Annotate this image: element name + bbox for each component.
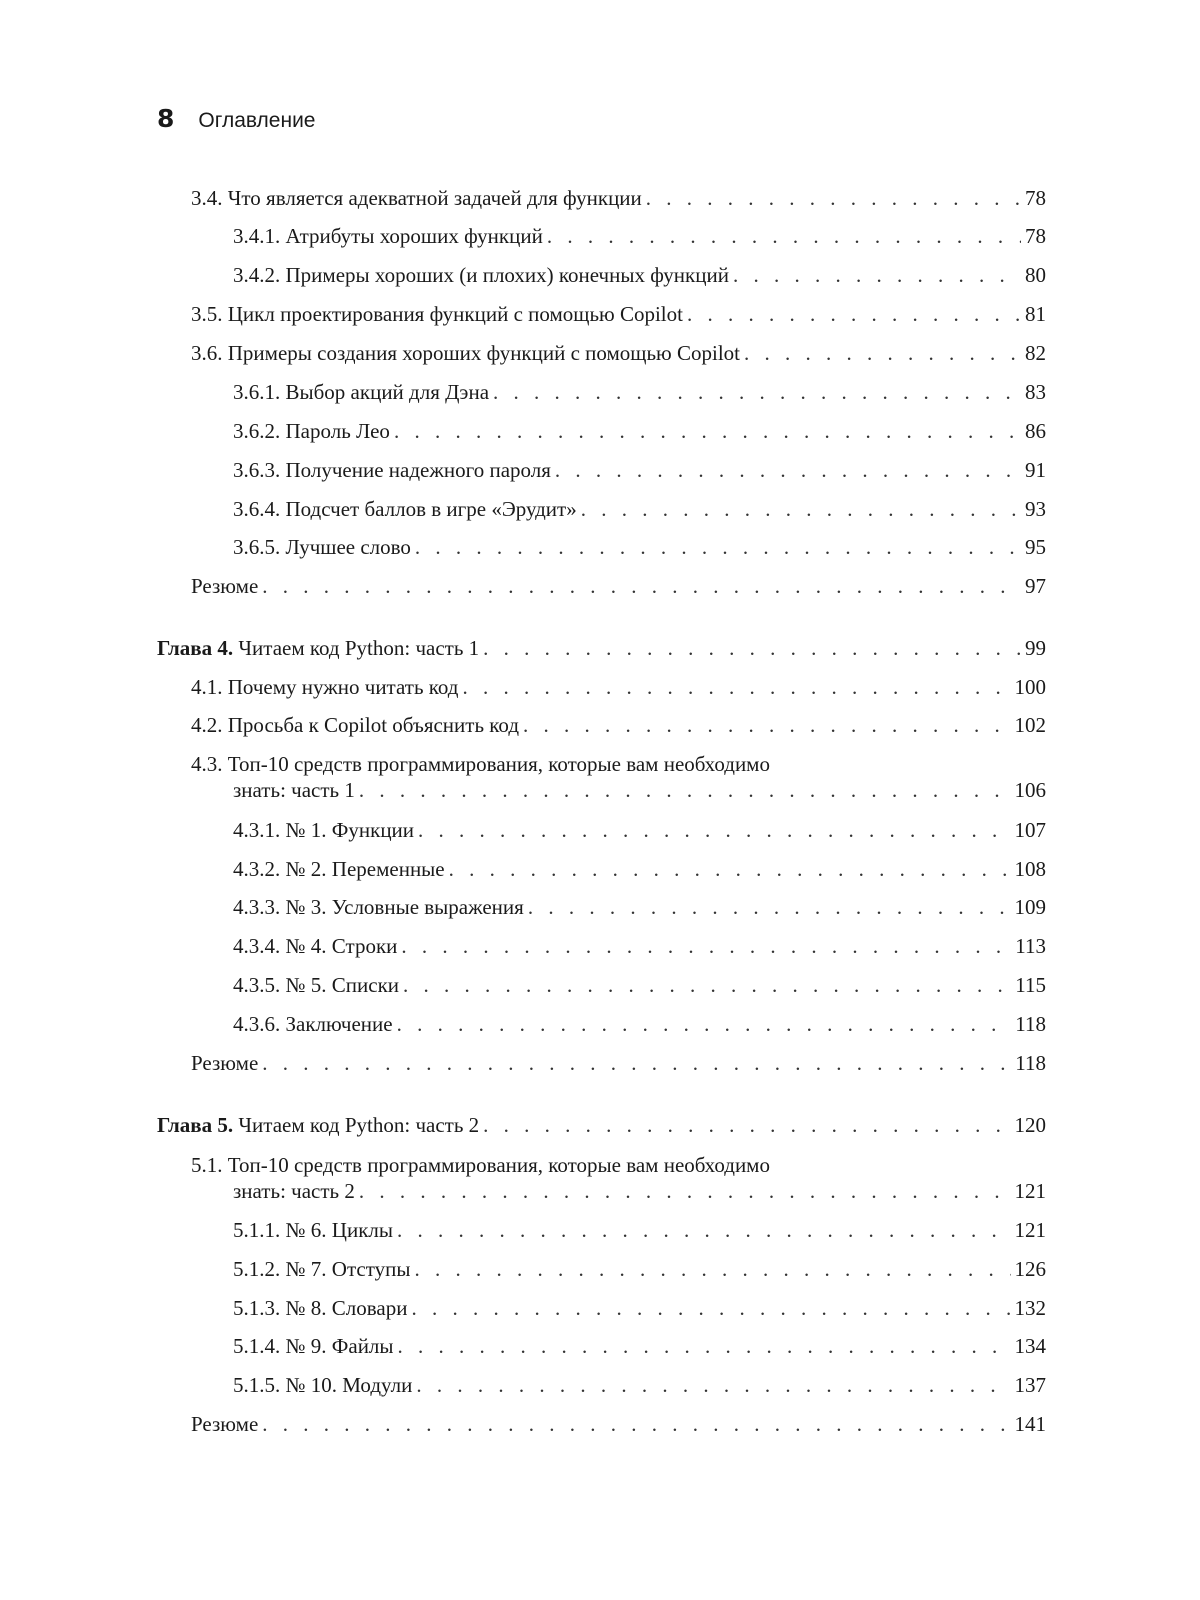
toc-entry-page: 106 [1014, 778, 1046, 802]
dot-leader [581, 493, 1021, 525]
toc-entry-page: 80 [1025, 263, 1046, 287]
toc-entry[interactable] [191, 570, 1046, 602]
dot-leader [414, 1253, 1010, 1285]
toc-entry[interactable] [233, 493, 1046, 525]
chapter-title: Читаем код Python: часть 1 [238, 636, 480, 660]
toc-entry-page: 78 [1025, 186, 1046, 210]
toc-entry-page: 91 [1025, 458, 1046, 482]
toc-entry[interactable] [233, 1369, 1046, 1401]
toc-entry[interactable] [233, 774, 1046, 806]
dot-leader [744, 337, 1021, 369]
toc-entry[interactable] [191, 709, 1046, 741]
toc-entry-title: 4.1. Почему нужно читать код [191, 675, 459, 699]
toc-entry[interactable] [233, 1008, 1046, 1040]
toc-entry-page: 78 [1025, 224, 1046, 248]
toc-entry-title: 3.6.4. Подсчет баллов в игре «Эрудит» [233, 497, 577, 521]
toc-entry-title: Резюме [191, 574, 259, 598]
toc-entry-title: 3.4.1. Атрибуты хороших функций [233, 224, 543, 248]
dot-leader [397, 1214, 1011, 1246]
toc-entry-page: 107 [1014, 818, 1046, 842]
toc-entry-page: 113 [1015, 934, 1046, 958]
dot-leader [483, 632, 1021, 664]
toc-entry[interactable] [233, 1292, 1046, 1324]
toc-entry-title: 4.3.6. Заключение [233, 1012, 393, 1036]
toc-entry-title: 3.6. Примеры создания хороших функций с помощью Copilot [191, 341, 740, 365]
toc-entry[interactable] [233, 259, 1046, 291]
dot-leader [733, 259, 1021, 291]
dot-leader [262, 570, 1021, 602]
toc-entry[interactable] [233, 531, 1046, 563]
toc-entry-title: 4.3.1. № 1. Функции [233, 818, 415, 842]
toc-entry-title: 5.1.1. № 6. Циклы [233, 1218, 393, 1242]
toc-entry[interactable] [233, 1214, 1046, 1246]
toc-entry-first-line[interactable]: 5.1. Топ-10 средств программирования, которые вам необходимо [191, 1153, 770, 1177]
toc-entry-title: Резюме [191, 1412, 259, 1436]
toc-entry-title: 3.5. Цикл проектирования функций с помощью Copilot [191, 302, 683, 326]
toc-entry-page: 100 [1014, 675, 1046, 699]
toc-entry-page: 83 [1025, 380, 1046, 404]
toc-entry-page: 86 [1025, 419, 1046, 443]
dot-leader [687, 298, 1021, 330]
toc-entry-title: 5.1.2. № 7. Отступы [233, 1257, 411, 1281]
toc-entry-title: 5.1.5. № 10. Модули [233, 1373, 413, 1397]
dot-leader [462, 671, 1010, 703]
toc-entry-page: 137 [1014, 1373, 1046, 1397]
toc-entry-page: 102 [1014, 713, 1046, 737]
dot-leader [483, 1109, 1010, 1141]
chapter-title: Читаем код Python: часть 2 [238, 1113, 480, 1137]
toc-entry-title: знать: часть 1 [233, 778, 355, 802]
toc-entry-page: 141 [1014, 1412, 1046, 1436]
toc-entry[interactable] [233, 220, 1046, 252]
toc-entry-page: 109 [1014, 895, 1046, 919]
toc-entry-title: 3.4.2. Примеры хороших (и плохих) конечных функций [233, 263, 729, 287]
toc-chapter-entry[interactable] [157, 632, 1046, 664]
dot-leader [394, 415, 1021, 447]
toc-entry-title: 5.1.4. № 9. Файлы [233, 1334, 394, 1358]
dot-leader [411, 1292, 1010, 1324]
toc-entry[interactable] [233, 415, 1046, 447]
toc-entry-page: 134 [1014, 1334, 1046, 1358]
toc-entry-page: 82 [1025, 341, 1046, 365]
toc-entry-page: 99 [1025, 636, 1046, 660]
toc-entry-title: знать: часть 2 [233, 1179, 355, 1203]
toc-entry-page: 126 [1014, 1257, 1046, 1281]
dot-leader [359, 1175, 1011, 1207]
toc-entry-title [157, 1109, 479, 1141]
toc-entry[interactable] [233, 853, 1046, 885]
toc-entry[interactable] [233, 814, 1046, 846]
toc-entry-title: 4.3.3. № 3. Условные выражения [233, 895, 524, 919]
toc-entry[interactable] [233, 1330, 1046, 1362]
toc-entry[interactable] [191, 1408, 1046, 1440]
dot-leader [397, 1008, 1012, 1040]
toc-entry-page: 121 [1014, 1218, 1046, 1242]
toc-entry[interactable] [233, 1175, 1046, 1207]
dot-leader [418, 814, 1010, 846]
dot-leader [359, 774, 1011, 806]
dot-leader [528, 891, 1011, 923]
toc-entry-title: 3.6.3. Получение надежного пароля [233, 458, 551, 482]
dot-leader [547, 220, 1021, 252]
dot-leader [416, 1369, 1010, 1401]
toc-entry-page: 95 [1025, 535, 1046, 559]
toc-entry-title: 3.4. Что является адекватной задачей для функции [191, 186, 642, 210]
toc-entry-title: 4.3.5. № 5. Списки [233, 973, 400, 997]
dot-leader [262, 1047, 1011, 1079]
toc-entry-page: 118 [1015, 1051, 1046, 1075]
toc-entry-title [157, 632, 479, 664]
toc-chapter-entry[interactable] [157, 1109, 1046, 1141]
toc-entry[interactable] [191, 1047, 1046, 1079]
dot-leader [523, 709, 1010, 741]
page-number: 8 [157, 104, 175, 133]
toc-entry-title: 5.1.3. № 8. Словари [233, 1296, 408, 1320]
dot-leader [262, 1408, 1010, 1440]
toc-entry-page: 132 [1014, 1296, 1046, 1320]
toc-entry-page: 115 [1015, 973, 1046, 997]
toc-entry[interactable] [191, 337, 1046, 369]
toc-entry-page: 120 [1014, 1113, 1046, 1137]
chapter-prefix: Глава 5. [157, 1113, 234, 1137]
toc-entry-first-line[interactable]: 4.3. Топ-10 средств программирования, которые вам необходимо [191, 752, 770, 776]
dot-leader [401, 930, 1011, 962]
dot-leader [555, 454, 1021, 486]
toc-entry-title: 4.3.4. № 4. Строки [233, 934, 398, 958]
dot-leader [403, 969, 1011, 1001]
toc-entry-page: 97 [1025, 574, 1046, 598]
toc-entry-page: 81 [1025, 302, 1046, 326]
toc-entry-title: 4.2. Просьба к Copilot объяснить код [191, 713, 520, 737]
toc-entry[interactable] [233, 1253, 1046, 1285]
chapter-prefix: Глава 4. [157, 636, 234, 660]
toc-entry[interactable] [233, 376, 1046, 408]
toc-entry[interactable] [233, 891, 1046, 923]
toc-entry-title: Резюме [191, 1051, 259, 1075]
toc-entry-page: 118 [1015, 1012, 1046, 1036]
toc-entry-page: 93 [1025, 497, 1046, 521]
toc-entry-page: 121 [1014, 1179, 1046, 1203]
toc-entry-title: 4.3.2. № 2. Переменные [233, 857, 445, 881]
dot-leader [493, 376, 1021, 408]
dot-leader [398, 1330, 1011, 1362]
toc-entry-title: 3.6.1. Выбор акций для Дэна [233, 380, 490, 404]
toc-entry-title: 3.6.5. Лучшее слово [233, 535, 411, 559]
running-title: Оглавление [198, 109, 316, 132]
toc-entry[interactable] [191, 182, 1046, 214]
toc-entry-page: 108 [1014, 857, 1046, 881]
dot-leader [646, 182, 1021, 214]
toc-entry[interactable] [191, 298, 1046, 330]
toc-entry[interactable] [233, 969, 1046, 1001]
toc-entry[interactable] [191, 671, 1046, 703]
dot-leader [415, 531, 1021, 563]
toc-entry[interactable] [233, 454, 1046, 486]
dot-leader [449, 853, 1011, 885]
toc-entry[interactable] [233, 930, 1046, 962]
toc-entry-title: 3.6.2. Пароль Лео [233, 419, 390, 443]
